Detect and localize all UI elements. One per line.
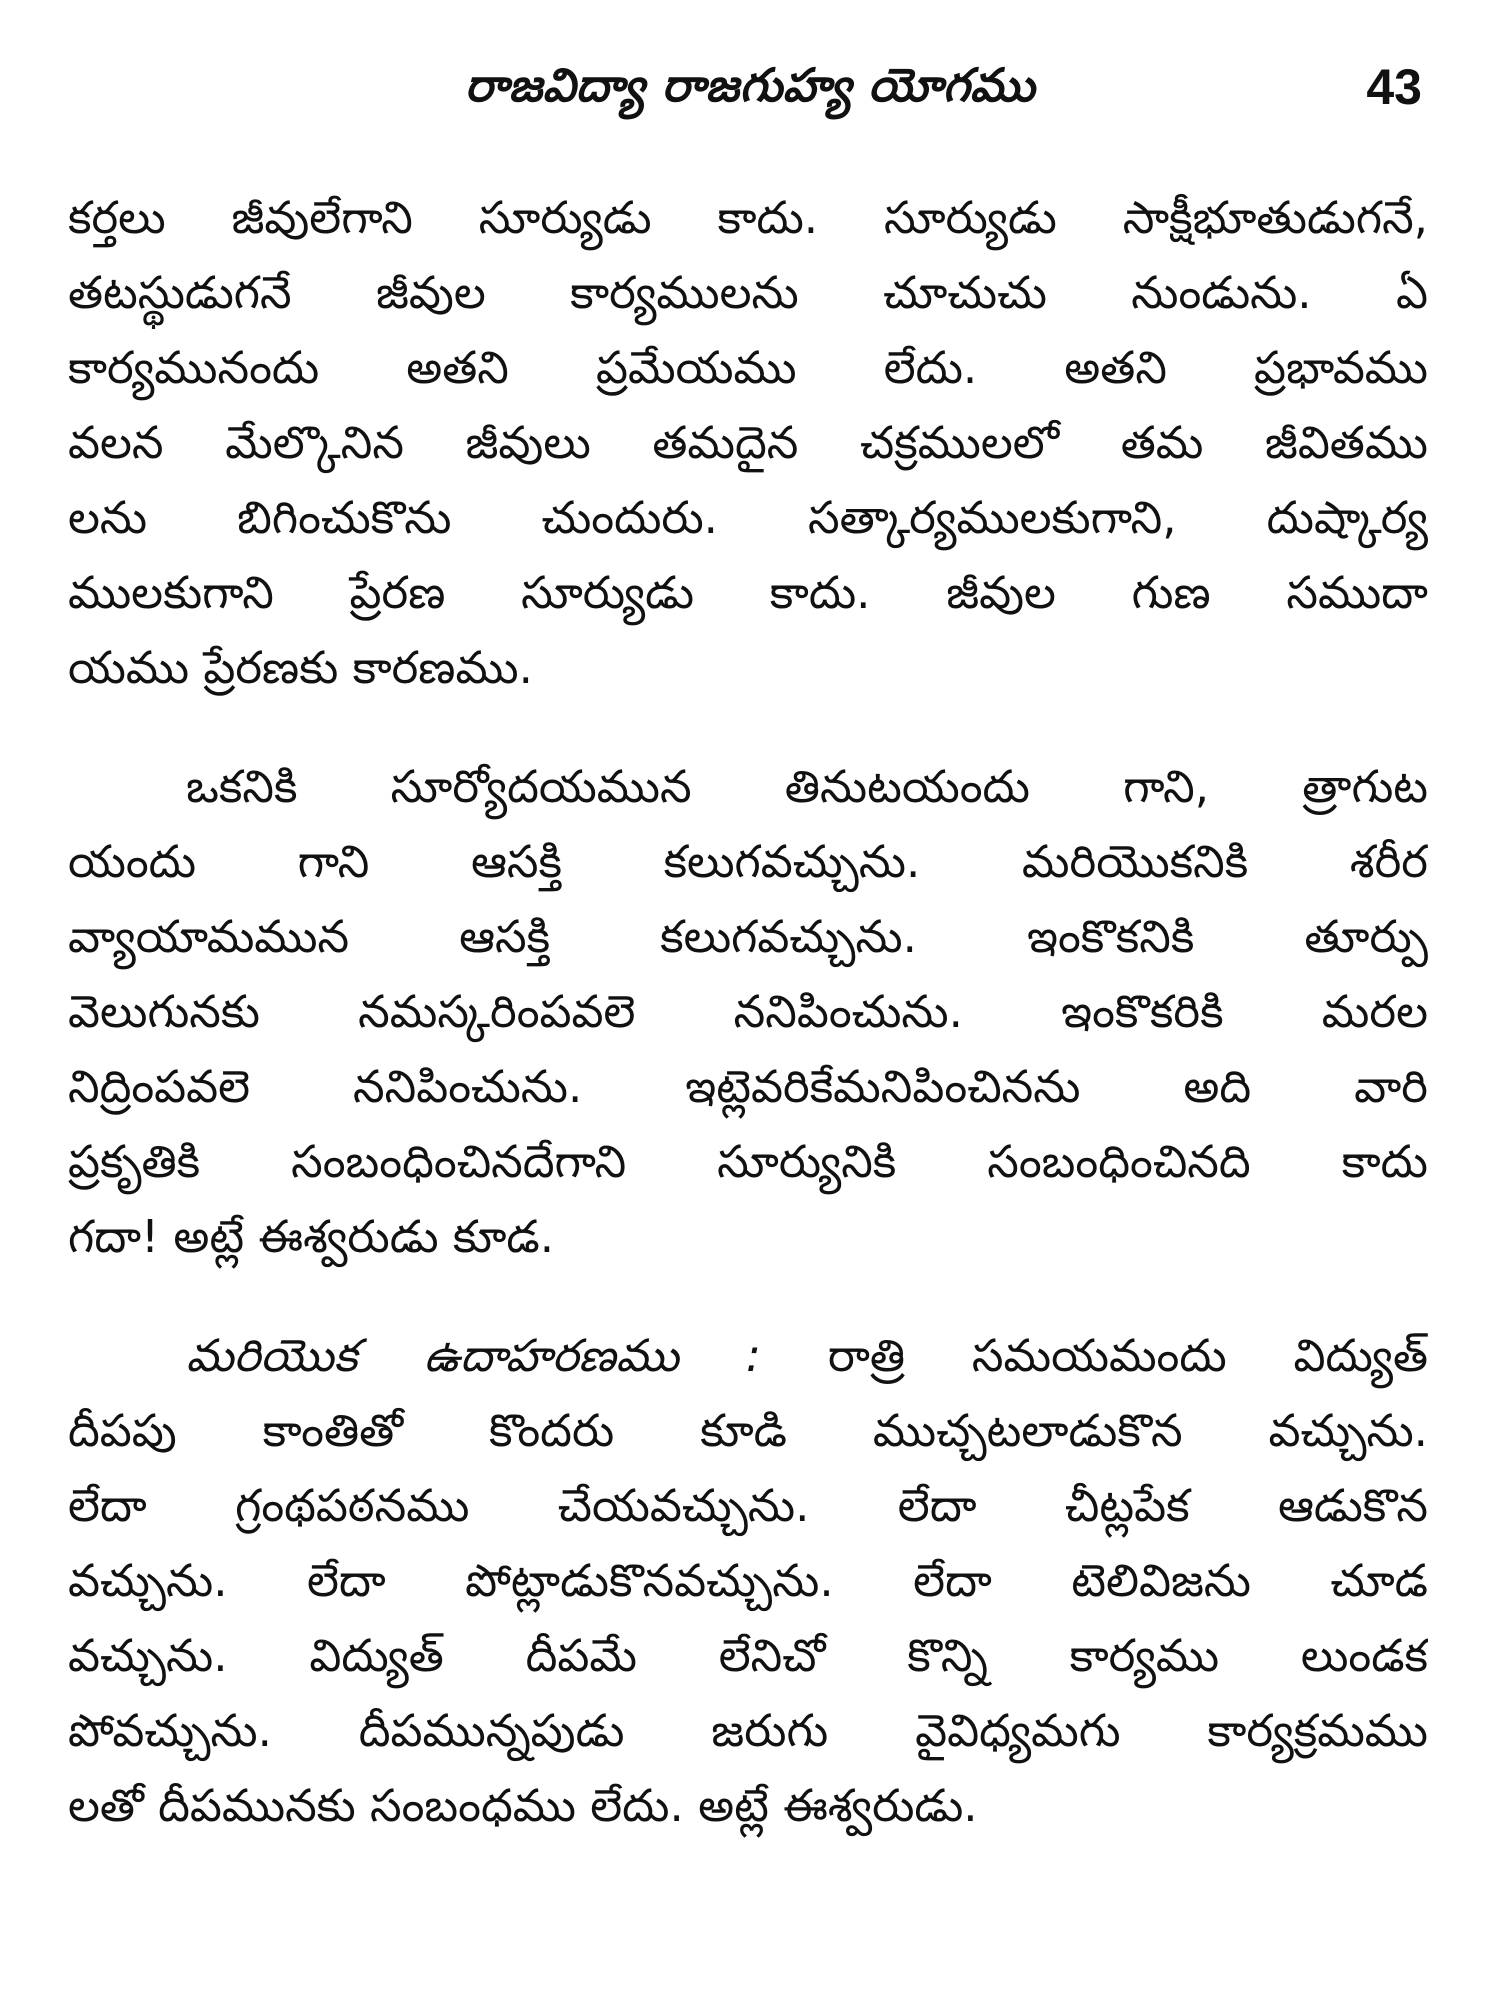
paragraph-1	[68, 180, 1428, 705]
text-line: ములకుగాని ప్రేరణ సూర్యుడు కాదు. జీవుల గుణ సముదా	[68, 566, 1428, 619]
text-line: కర్తలు జీవులేగాని సూర్యుడు కాదు. సూర్యుడు సాక్షీభూతుడుగనే,	[68, 191, 1428, 244]
paragraph-3	[68, 1318, 1428, 1843]
text-line: యము ప్రేరణకు కారణము.	[68, 641, 533, 694]
example-lead: మరియొక ఉదాహరణము :	[186, 1329, 761, 1382]
text-line: తటస్థుడుగనే జీవుల కార్యములను చూచుచు నుండును. ఏ	[68, 266, 1428, 319]
text-line: ఒకనికి సూర్యోదయమున తినుటయందు గాని, త్రాగుట	[186, 760, 1428, 813]
paragraph-2	[68, 749, 1428, 1274]
text-line: దీపపు కాంతితో కొందరు కూడి ముచ్చటలాడుకొన వచ్చును.	[68, 1404, 1428, 1457]
first-line-rest: రాత్రి సమయమందు విద్యుత్	[760, 1329, 1428, 1382]
body-text	[68, 180, 1428, 1887]
page-header	[0, 58, 1500, 118]
text-line: లేదా గ్రంథపఠనము చేయవచ్చును. లేదా చీట్లపేక ఆడుకొన	[68, 1479, 1428, 1532]
text-line	[68, 1318, 1428, 1393]
text-line: కార్యమునందు అతని ప్రమేయము లేదు. అతని ప్రభావము	[68, 341, 1428, 394]
text-line: నిద్రింపవలె ననిపించును. ఇట్లెవరికేమనిపించినను అది వారి	[68, 1060, 1428, 1113]
text-line: లతో దీపమునకు సంబంధము లేదు. అట్లే ఈశ్వరుడు.	[68, 1779, 978, 1832]
text-line: ప్రకృతికి సంబంధించినదేగాని సూర్యునికి సంబంధించినది కాదు	[68, 1135, 1428, 1188]
text-line: పోవచ్చును. దీపమున్నపుడు జరుగు వైవిధ్యమగు కార్యక్రమము	[68, 1704, 1428, 1757]
text-line: లను బిగించుకొను చుందురు. సత్కార్యములకుగాని, దుష్కార్య	[68, 491, 1428, 544]
text-line: వెలుగునకు నమస్కరింపవలె ననిపించును. ఇంకొకరికి మరల	[68, 985, 1428, 1038]
text-line: వచ్చును. విద్యుత్ దీపమే లేనిచో కొన్ని కార్యము లుండక	[68, 1629, 1428, 1682]
text-line: యందు గాని ఆసక్తి కలుగవచ్చును. మరియొకనికి శరీర	[68, 835, 1428, 888]
text-line: వ్యాయామమున ఆసక్తి కలుగవచ్చును. ఇంకొకనికి తూర్పు	[68, 910, 1428, 963]
running-title: రాజవిద్యా రాజగుహ్య యోగము	[464, 58, 1036, 112]
page-number: 43	[1366, 59, 1422, 115]
text-line: వచ్చును. లేదా పోట్లాడుకొనవచ్చును. లేదా టెలివిజను చూడ	[68, 1554, 1428, 1607]
text-line: వలన మేల్కొనిన జీవులు తమదైన చక్రములలో తమ జీవితము	[68, 416, 1428, 469]
text-line: గదా! అట్లే ఈశ్వరుడు కూడ.	[68, 1210, 555, 1263]
